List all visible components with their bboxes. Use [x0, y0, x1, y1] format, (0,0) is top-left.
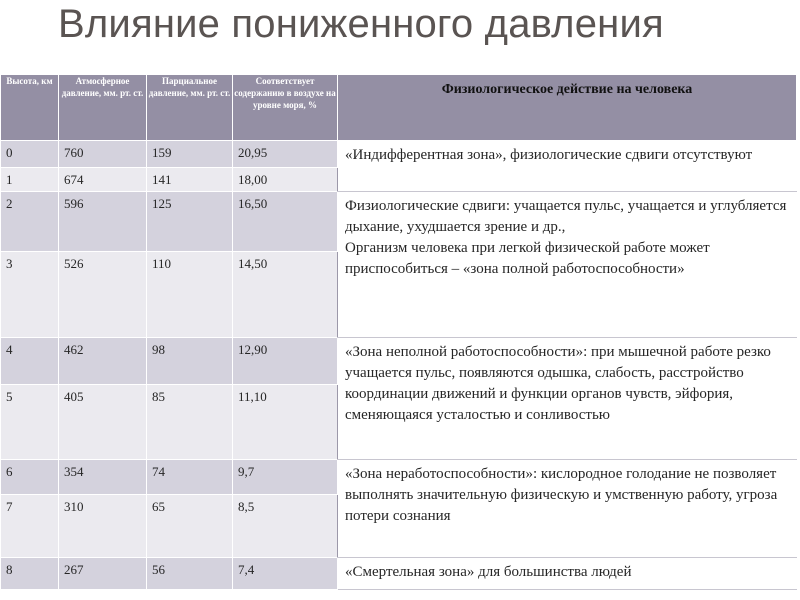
page-title: Влияние пониженного давления: [58, 2, 664, 46]
header-atm-pressure: Атмосферное давление, мм. рт. ст.: [59, 75, 147, 141]
cell-height: 1: [1, 168, 59, 192]
table-row: [1, 558, 797, 590]
altitude-table: [0, 74, 797, 590]
cell-atm: 267: [59, 558, 147, 590]
table-header-row: [1, 75, 797, 141]
cell-height: 0: [1, 141, 59, 168]
cell-atm: 462: [59, 338, 147, 385]
cell-height: 3: [1, 252, 59, 338]
cell-partial: 141: [147, 168, 233, 192]
effect-zone-3: «Зона неполной работоспособности»: при мышечной работе резко учащается пульс, появляются одышка, слабость, расстройство координации движений и функции органов чувств, эйфория, сменяющаяся усталостью и сонливостью: [338, 338, 797, 460]
cell-atm: 760: [59, 141, 147, 168]
cell-partial: 56: [147, 558, 233, 590]
cell-content: 14,50: [233, 252, 338, 338]
effect-zone-4: «Зона неработоспособности»: кислородное голодание не позволяет выполнять значительную физическую и умственную работу, угроза потери сознания: [338, 460, 797, 558]
cell-content: 18,00: [233, 168, 338, 192]
cell-content: 7,4: [233, 558, 338, 590]
cell-atm: 405: [59, 385, 147, 460]
header-height: Высота, км: [1, 75, 59, 141]
header-effect: Физиологическое действие на человека: [338, 75, 797, 141]
effect-zone-2: [338, 192, 797, 338]
cell-atm: 596: [59, 192, 147, 252]
cell-height: 2: [1, 192, 59, 252]
table-row: [1, 141, 797, 168]
cell-height: 5: [1, 385, 59, 460]
table-row: [1, 338, 797, 385]
cell-atm: 526: [59, 252, 147, 338]
effect-zone-1: «Индифферентная зона», физиологические сдвиги отсутствуют: [338, 141, 797, 192]
cell-content: 16,50: [233, 192, 338, 252]
effect-zone-5: «Смертельная зона» для большинства людей: [338, 558, 797, 590]
cell-content: 11,10: [233, 385, 338, 460]
table-row: [1, 192, 797, 252]
cell-atm: 674: [59, 168, 147, 192]
cell-content: 9,7: [233, 460, 338, 495]
cell-content: 8,5: [233, 495, 338, 558]
cell-height: 7: [1, 495, 59, 558]
effect-zone-2-shifts: Физиологические сдвиги: учащается пульс, учащается и углубляется дыхание, ухудшается зрение и др.,: [345, 198, 787, 235]
cell-content: 20,95: [233, 141, 338, 168]
cell-partial: 110: [147, 252, 233, 338]
header-partial-pressure: Парциальное давление, мм. рт. ст.: [147, 75, 233, 141]
cell-atm: 310: [59, 495, 147, 558]
cell-content: 12,90: [233, 338, 338, 385]
header-oxygen-content: Соответствует содержанию в воздухе на уровне моря, %: [233, 75, 338, 141]
cell-partial: 159: [147, 141, 233, 168]
table-row: [1, 460, 797, 495]
cell-partial: 125: [147, 192, 233, 252]
cell-partial: 74: [147, 460, 233, 495]
cell-height: 4: [1, 338, 59, 385]
cell-height: 6: [1, 460, 59, 495]
cell-atm: 354: [59, 460, 147, 495]
effect-zone-2-adaptation: Организм человека при легкой физической работе может приспособиться – «зона полной работоспособности»: [345, 240, 710, 277]
cell-partial: 65: [147, 495, 233, 558]
cell-partial: 85: [147, 385, 233, 460]
cell-height: 8: [1, 558, 59, 590]
cell-partial: 98: [147, 338, 233, 385]
